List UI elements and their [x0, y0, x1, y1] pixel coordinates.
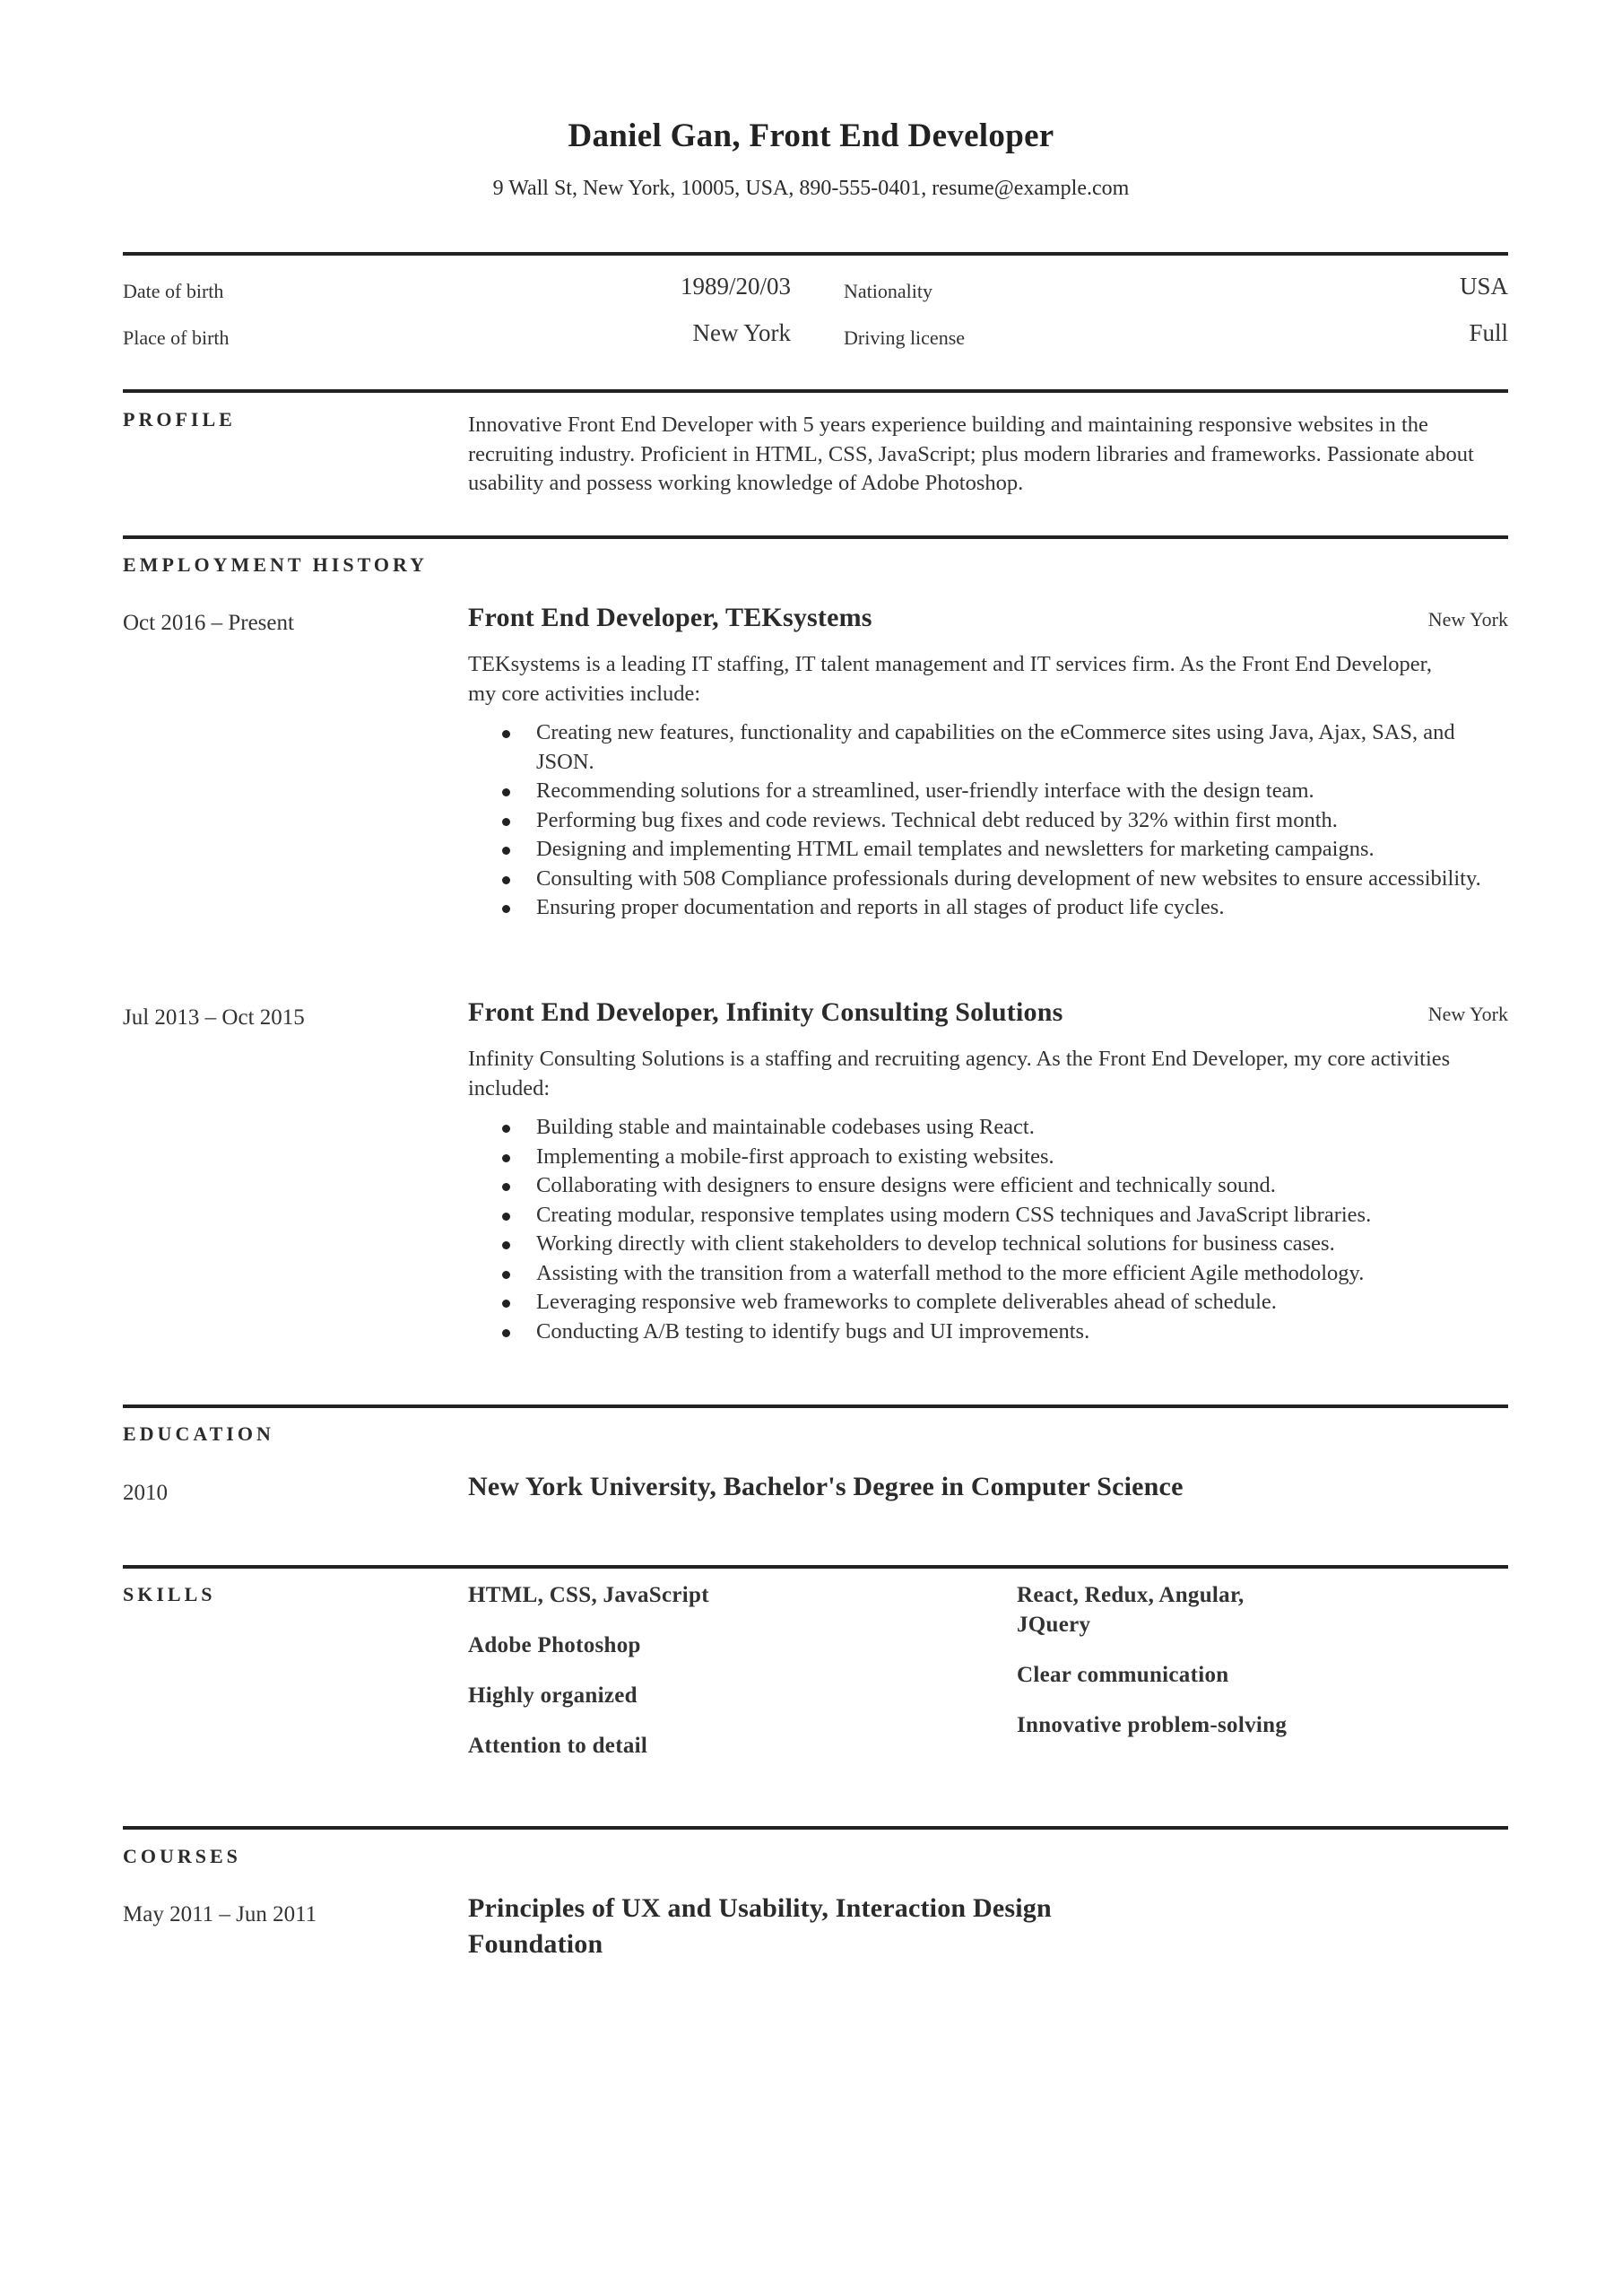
job-entry	[468, 603, 1508, 923]
section-heading-profile: PROFILE	[123, 408, 236, 430]
skill-item: Highly organized	[468, 1683, 638, 1708]
job-title: Front End Developer, TEKsystems	[468, 603, 872, 632]
list-item: Creating new features, functionality and capabilities on the eCommerce sites using Java, Ajax, SAS, and JSON.	[536, 718, 1508, 777]
list-item: Leveraging responsive web frameworks to complete deliverables ahead of schedule.	[536, 1288, 1508, 1318]
profile-summary: Innovative Front End Developer with 5 years experience building and maintaining responsive websites in the recruiting industry. Proficient in HTML, CSS, JavaScript; plus modern libraries and frameworks. Passionate about usability and possess working knowledge of Adobe Photoshop.	[468, 413, 1474, 495]
list-item: Assisting with the transition from a waterfall method to the more efficient Agile methodology.	[536, 1259, 1508, 1289]
divider	[123, 1565, 1508, 1569]
job-dates: Jul 2013 – Oct 2015	[123, 1005, 305, 1030]
personal-details-row	[123, 319, 1508, 355]
job-city: New York	[1427, 1003, 1508, 1025]
list-item: Ensuring proper documentation and reports in all stages of product life cycles.	[536, 893, 1508, 923]
section-heading-courses: COURSES	[123, 1845, 241, 1867]
skill-item: React, Redux, Angular, JQuery	[1017, 1583, 1245, 1637]
job-description: TEKsystems is a leading IT staffing, IT talent management and IT services firm. As the Front End Developer, my core activities include:	[468, 652, 1432, 706]
course-dates: May 2011 – Jun 2011	[123, 1902, 317, 1926]
skill-item: Attention to detail	[468, 1734, 648, 1758]
job-description: Infinity Consulting Solutions is a staffing and recruiting agency. As the Front End Developer, my core activities included:	[468, 1047, 1451, 1100]
divider	[123, 1405, 1508, 1408]
divider	[123, 252, 1508, 256]
list-item: Designing and implementing HTML email templates and newsletters for marketing campaigns.	[536, 835, 1508, 865]
job-bullets	[468, 718, 1508, 923]
skill-item: Adobe Photoshop	[468, 1633, 641, 1657]
skill-item: Innovative problem-solving	[1017, 1713, 1288, 1737]
list-item: Collaborating with designers to ensure designs were efficient and technically sound.	[536, 1171, 1508, 1201]
section-heading-skills: SKILLS	[123, 1583, 216, 1605]
divider	[123, 389, 1508, 393]
list-item: Recommending solutions for a streamlined, user-friendly interface with the design team.	[536, 777, 1508, 806]
education-title: New York University, Bachelor's Degree in Computer Science	[468, 1472, 1184, 1501]
divider	[123, 535, 1508, 539]
course-title: Principles of UX and Usability, Interaction Design Foundation	[468, 1893, 1052, 1959]
job-bullets	[468, 1113, 1508, 1346]
section-heading-employment: EMPLOYMENT HISTORY	[123, 553, 428, 576]
detail-value: USA	[1459, 273, 1508, 300]
list-item: Creating modular, responsive templates using modern CSS techniques and JavaScript libraries.	[536, 1201, 1508, 1231]
job-title: Front End Developer, Infinity Consulting Solutions	[468, 997, 1063, 1027]
candidate-name-title: Daniel Gan, Front End Developer	[568, 117, 1054, 154]
list-item: Consulting with 508 Compliance professionals during development of new websites to ensure accessibility.	[536, 865, 1508, 894]
list-item: Implementing a mobile-first approach to existing websites.	[536, 1143, 1508, 1172]
list-item: Performing bug fixes and code reviews. Technical debt reduced by 32% within first month.	[536, 806, 1508, 836]
detail-value: 1989/20/03	[680, 273, 791, 300]
section-heading-education: EDUCATION	[123, 1422, 274, 1445]
skill-item: HTML, CSS, JavaScript	[468, 1583, 709, 1607]
detail-label: Driving license	[844, 326, 966, 349]
personal-details-row	[123, 273, 1508, 309]
detail-value: Full	[1469, 319, 1508, 346]
detail-label: Date of birth	[123, 280, 224, 302]
education-dates: 2010	[123, 1481, 168, 1505]
contact-info: 9 Wall St, New York, 10005, USA, 890-555-0401, resume@example.com	[492, 177, 1130, 200]
job-city: New York	[1427, 608, 1508, 631]
detail-value: New York	[692, 319, 791, 346]
detail-label: Place of birth	[123, 326, 230, 349]
skill-item: Clear communication	[1017, 1663, 1229, 1687]
divider	[123, 1826, 1508, 1830]
list-item: Building stable and maintainable codebases using React.	[536, 1113, 1508, 1143]
job-dates: Oct 2016 – Present	[123, 611, 294, 635]
list-item: Working directly with client stakeholders to develop technical solutions for business cases.	[536, 1230, 1508, 1259]
list-item: Conducting A/B testing to identify bugs and UI improvements.	[536, 1318, 1508, 1347]
detail-label: Nationality	[844, 280, 932, 302]
job-entry	[468, 997, 1508, 1346]
